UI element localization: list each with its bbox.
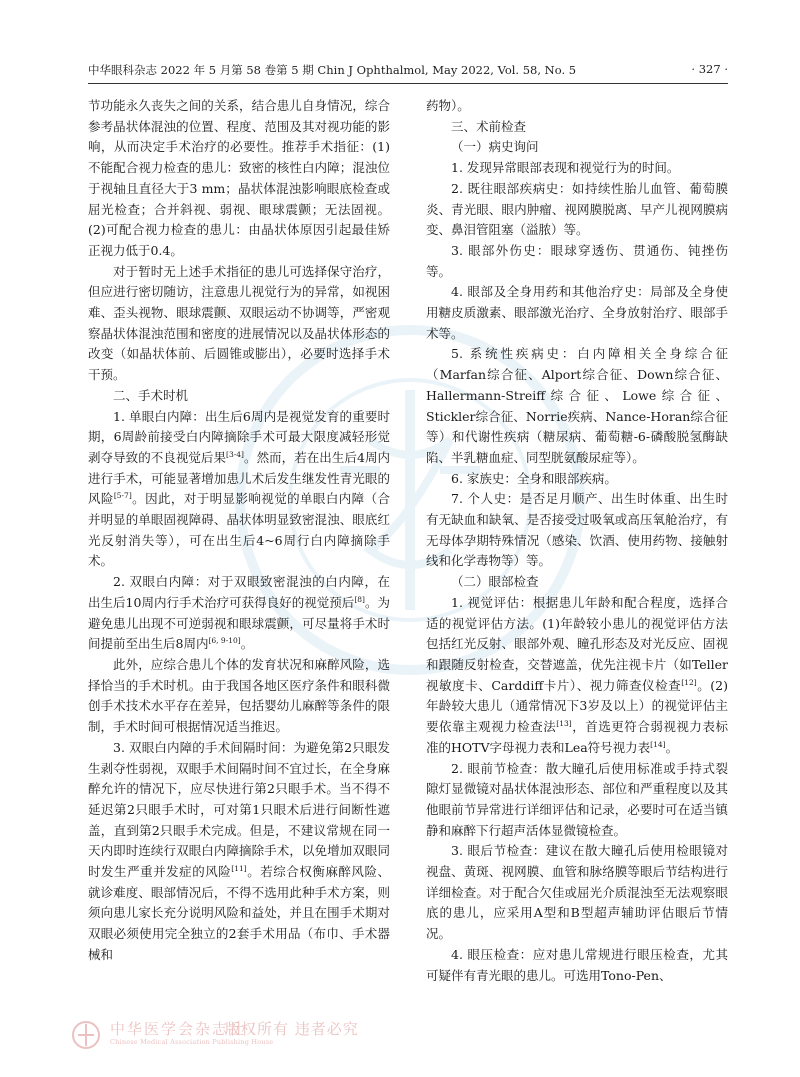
- list-item: 3. 眼后节检查：建议在散大瞳孔后使用检眼镜对视盘、黄斑、视网膜、血管和脉络膜等眼后节结构进行详细检查。对于配合欠佳或屈光介质混浊至无法观察眼底的患儿，应采用A型和B型超声辅助评估眼后节情况。: [426, 843, 728, 942]
- list-item: 7. 个人史：是否足月顺产、出生时体重、出生时有无缺血和缺氧、是否接受过吸氧或高压氧舱治疗，有无母体孕期特殊情况（感染、饮酒、使用药物、接触射线和化学毒物等）等。: [426, 491, 728, 569]
- reference: [3-4]: [226, 449, 244, 459]
- reference: [8]: [354, 594, 365, 604]
- left-column: [88, 96, 390, 966]
- publisher-name: 中华医学会杂志社: [110, 1020, 247, 1038]
- list-item: 4. 眼部及全身用药和其他治疗史：局部及全身使用糖皮质激素、眼部激光治疗、全身放射治疗、眼部手术等。: [426, 284, 728, 341]
- list-item: 5. 系统性疾病史：白内障相关全身综合征（Marfan综合征、Alport综合征、Down综合征、Hallermann-Streiff综合征、Lowe综合征、Stickler综合征、Norrie疾病、Nance-Horan综合征等）和代谢性疾病（糖尿病、葡萄糖-6-磷酸脱氢酶缺陷、半乳糖血症、同型胱氨酸尿症等）。: [426, 346, 728, 465]
- publisher-watermark: [70, 1018, 359, 1052]
- list-item: 2. 既往眼部疾病史：如持续性胎儿血管、葡萄膜炎、青光眼、眼内肿瘤、视网膜脱离、早产儿视网膜病变、鼻泪管阻塞（溢脓）等。: [426, 180, 728, 238]
- right-column: [426, 96, 728, 986]
- paragraph: 1. 单眼白内障：出生后6周内是视觉发育的重要时期，6周龄前接受白内障摘除手术可最大限度减轻形觉剥夺导致的不良视觉后果[3-4]。然而，若在出生后4周内进行手术，可能显著增加患儿术后发生继发性青光眼的风险[5-7]。因此，对于明显影响视觉的单眼白内障（合并明显的单眼固视障碍、晶状体明显致密混浊、眼底红光反射消失等），可在出生后4~6周行白内障摘除手术。: [88, 408, 390, 569]
- paragraph: 此外，应综合患儿个体的发育状况和麻醉风险，选择恰当的手术时机。由于我国各地区医疗条件和眼科微创手术技术水平存在差异，包括婴幼儿麻醉等条件的限制，手术时间可根据情况适当推迟。: [88, 656, 390, 735]
- reference: [14]: [650, 739, 666, 749]
- journal-citation: 中华眼科杂志 2022 年 5 月第 58 卷第 5 期 Chin J Ophthalmol, May 2022, Vol. 58, No. 5: [88, 63, 577, 77]
- list-item: 3. 眼部外伤史：眼球穿透伤、贯通伤、钝挫伤等。: [426, 242, 728, 279]
- reference: [11]: [231, 863, 247, 873]
- running-header: [88, 62, 728, 80]
- paragraph: 节功能永久丧失之间的关系，结合患儿自身情况，综合参考晶状体混浊的位置、程度、范围及其对视功能的影响，从而决定手术治疗的必要性。推荐手术指征：(1)不能配合视力检查的患儿：致密的核性白内障；混浊位于视轴且直径大于3 mm；晶状体混浊影响眼底检查或屈光检查；合并斜视、弱视、眼球震颤；无法固视。(2)可配合视力检查的患儿：由晶状体原因引起最佳矫正视力低于0.4。: [88, 98, 390, 258]
- list-item: 1. 视觉评估：根据患儿年龄和配合程度，选择合适的视觉评估方法。(1)年龄较小患儿的视觉评估方法包括红光反射、眼部外观、瞳孔形态及对光反应、固视和跟随反射检查，交替遮盖，优先注视卡片（如Teller视敏度卡、Carddiff卡片）、视力筛查仪检查[12]。(2)年龄较大患儿（通常情况下3岁及以上）的视觉评估主要依靠主观视力检查法[13]，首选更符合弱视视力表标准的HOTV字母视力表和Lea符号视力表[14]。: [426, 594, 728, 755]
- paragraph: 2. 双眼白内障：对于双眼致密混浊的白内障，在出生后10周内行手术治疗可获得良好的视觉预后[8]。为避免患儿出现不可逆弱视和眼球震颤，可尽量将手术时间提前至出生后8周内[6, 9-10]。: [88, 574, 390, 652]
- paragraph: 药物）。: [426, 98, 470, 113]
- copyright-notice: 版权所有 违者必究: [225, 1020, 359, 1038]
- list-item: 1. 发现异常眼部表现和视觉行为的时间。: [451, 160, 680, 176]
- section-heading: 二、手术时机: [113, 387, 189, 403]
- reference: [13]: [556, 718, 572, 728]
- reference: [5-7]: [113, 491, 132, 501]
- paragraph: 3. 双眼白内障的手术间隔时间：为避免第2只眼发生剥夺性弱视，双眼手术间隔时间不宜过长，在全身麻醉允许的情况下，应尽快进行第2只眼手术。当不得不延迟第2只眼手术时，可对第1只眼术后进行间断性遮盖，直到第2只眼手术完成。但是，不建议常规在同一天内即时连续行双眼白内障摘除手术，以免增加双眼同时发生严重并发症的风险[11]。若综合权衡麻醉风险、就诊难度、眼部情况后，不得不选用此种手术方案，则须向患儿家长充分说明风险和益处，并且在围手术期对双眼必须使用完全独立的2套手术用品（布巾、手术器械和: [88, 739, 390, 962]
- publisher-logo-icon: [70, 1020, 102, 1050]
- list-item: 2. 眼前节检查：散大瞳孔后使用标准或手持式裂隙灯显微镜对晶状体混浊形态、部位和严重程度以及其他眼前节异常进行详细评估和记录，必要时可在适当镇静和麻醉下行超声活体显微镜检查。: [426, 760, 728, 838]
- header-rule: [88, 83, 728, 84]
- reference: [12]: [681, 677, 697, 687]
- publisher-name-en: Chinese Medical Association Publishing House: [110, 1038, 274, 1046]
- paragraph: 对于暂时无上述手术指征的患儿可选择保守治疗，但应进行密切随访，注意患儿视觉行为的异常，如视困难、歪头视物、眼球震颤、双眼运动不协调等，严密观察晶状体混浊范围和密度的进展情况以及晶状体形态的改变（如晶状体前、后圆锥或膨出），必要时选择手术干预。: [88, 263, 390, 383]
- list-item: 4. 眼压检查：应对患儿常规进行眼压检查，尤其可疑伴有青光眼的患儿。可选用Tono-Pen、: [426, 946, 728, 983]
- reference: [6, 9-10]: [208, 636, 241, 646]
- subsection-heading: （一）病史询问: [451, 139, 539, 155]
- section-heading: 三、术前检查: [451, 118, 527, 134]
- list-item: 6. 家族史：全身和眼部疾病。: [451, 470, 617, 486]
- page-number: · 327 ·: [691, 62, 728, 76]
- subsection-heading: （二）眼部检查: [451, 574, 539, 590]
